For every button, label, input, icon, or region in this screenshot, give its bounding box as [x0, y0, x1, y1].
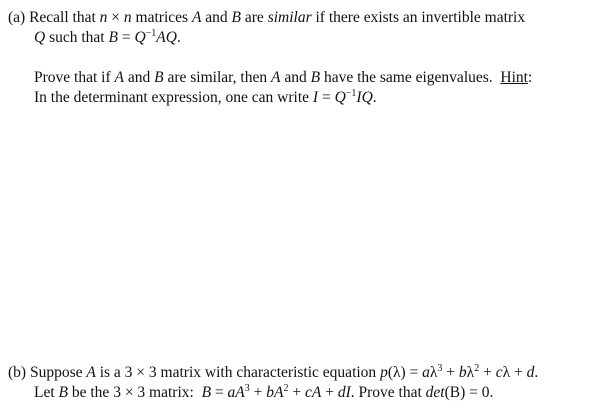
- part-b-label: (b): [8, 364, 27, 381]
- text: and: [201, 9, 232, 26]
- text: Prove that if: [34, 69, 115, 86]
- text: matrices: [131, 9, 192, 26]
- math-A: A: [114, 69, 124, 86]
- part-a-line-2: [34, 29, 181, 47]
- math-a: a: [422, 364, 430, 381]
- times: ×: [107, 9, 124, 26]
- math-A: A: [86, 364, 96, 381]
- text: are: [241, 9, 268, 26]
- equals: =: [117, 29, 135, 46]
- math-B: B: [58, 384, 68, 401]
- plus: +: [288, 384, 305, 401]
- math-B: B: [231, 9, 242, 26]
- lambda: λ: [466, 364, 475, 381]
- equals: =: [211, 384, 228, 401]
- math-I: I: [312, 89, 319, 106]
- text: such that: [45, 29, 109, 46]
- period: .: [176, 29, 181, 46]
- text: Recall that: [29, 9, 100, 26]
- math-B: B: [154, 69, 164, 86]
- math-c: c: [304, 384, 312, 401]
- math-AQ: AQ: [156, 29, 177, 46]
- text: In the determinant expression, one can write: [34, 89, 313, 106]
- math-A: A: [191, 9, 202, 26]
- text: have the same eigenvalues.: [320, 69, 501, 86]
- exponent: 2: [474, 363, 480, 374]
- plus: +: [249, 384, 267, 401]
- math-B: B: [108, 29, 118, 46]
- exponent: 2: [283, 383, 289, 394]
- colon: :: [527, 69, 533, 86]
- text: be the 3 × 3 matrix:: [68, 384, 202, 401]
- text: and: [123, 69, 155, 86]
- inverse-exponent: −1: [145, 28, 157, 39]
- text: . Prove that: [350, 384, 426, 401]
- math-d: d: [526, 364, 535, 381]
- plus: +: [321, 384, 338, 401]
- math-p: p: [380, 364, 388, 381]
- math-A: A: [235, 384, 245, 401]
- math-n: n: [123, 9, 132, 26]
- math-Q: Q: [134, 29, 146, 46]
- inverse-exponent: −1: [345, 88, 357, 99]
- exponent: 3: [244, 383, 250, 394]
- equals: =: [318, 89, 335, 106]
- det-function: det: [425, 384, 445, 401]
- period: .: [534, 364, 539, 381]
- math-B: B: [201, 384, 212, 401]
- math-b: b: [266, 384, 275, 401]
- math-dI: dI: [337, 384, 351, 401]
- math-A: A: [311, 384, 322, 401]
- text: is a 3 × 3 matrix with characteristic equation: [95, 364, 381, 381]
- math-b: b: [458, 364, 467, 381]
- math-A: A: [274, 384, 284, 401]
- part-a-label: (a): [8, 9, 26, 26]
- period: .: [372, 89, 377, 106]
- part-a-line-4: [34, 89, 377, 107]
- math-Q: Q: [34, 29, 46, 46]
- part-a-line-1: [8, 9, 525, 27]
- text: Let: [34, 384, 59, 401]
- part-b-line-1: [8, 364, 538, 382]
- math-c: c: [495, 364, 503, 381]
- text: (λ) =: [387, 364, 423, 381]
- math-a: a: [227, 384, 236, 401]
- hint-label: Hint: [500, 69, 528, 86]
- math-n: n: [99, 9, 108, 26]
- math-A: A: [271, 69, 281, 86]
- lambda: λ: [429, 364, 438, 381]
- plus: +: [442, 364, 459, 381]
- part-b-line-2: [34, 384, 493, 402]
- text: are similar, then: [163, 69, 271, 86]
- plus: +: [510, 364, 527, 381]
- text: Suppose: [29, 364, 87, 381]
- similar-term: similar: [267, 9, 312, 26]
- math-B: B: [310, 69, 321, 86]
- text: if there exists an invertible matrix: [311, 9, 526, 26]
- math-Q: Q: [334, 89, 346, 106]
- part-a-line-3: [34, 69, 532, 87]
- exponent: 3: [437, 363, 443, 374]
- math-IQ: IQ: [356, 89, 373, 106]
- plus: +: [479, 364, 496, 381]
- text: and: [280, 69, 311, 86]
- text: (B) = 0.: [444, 384, 494, 401]
- lambda: λ: [502, 364, 511, 381]
